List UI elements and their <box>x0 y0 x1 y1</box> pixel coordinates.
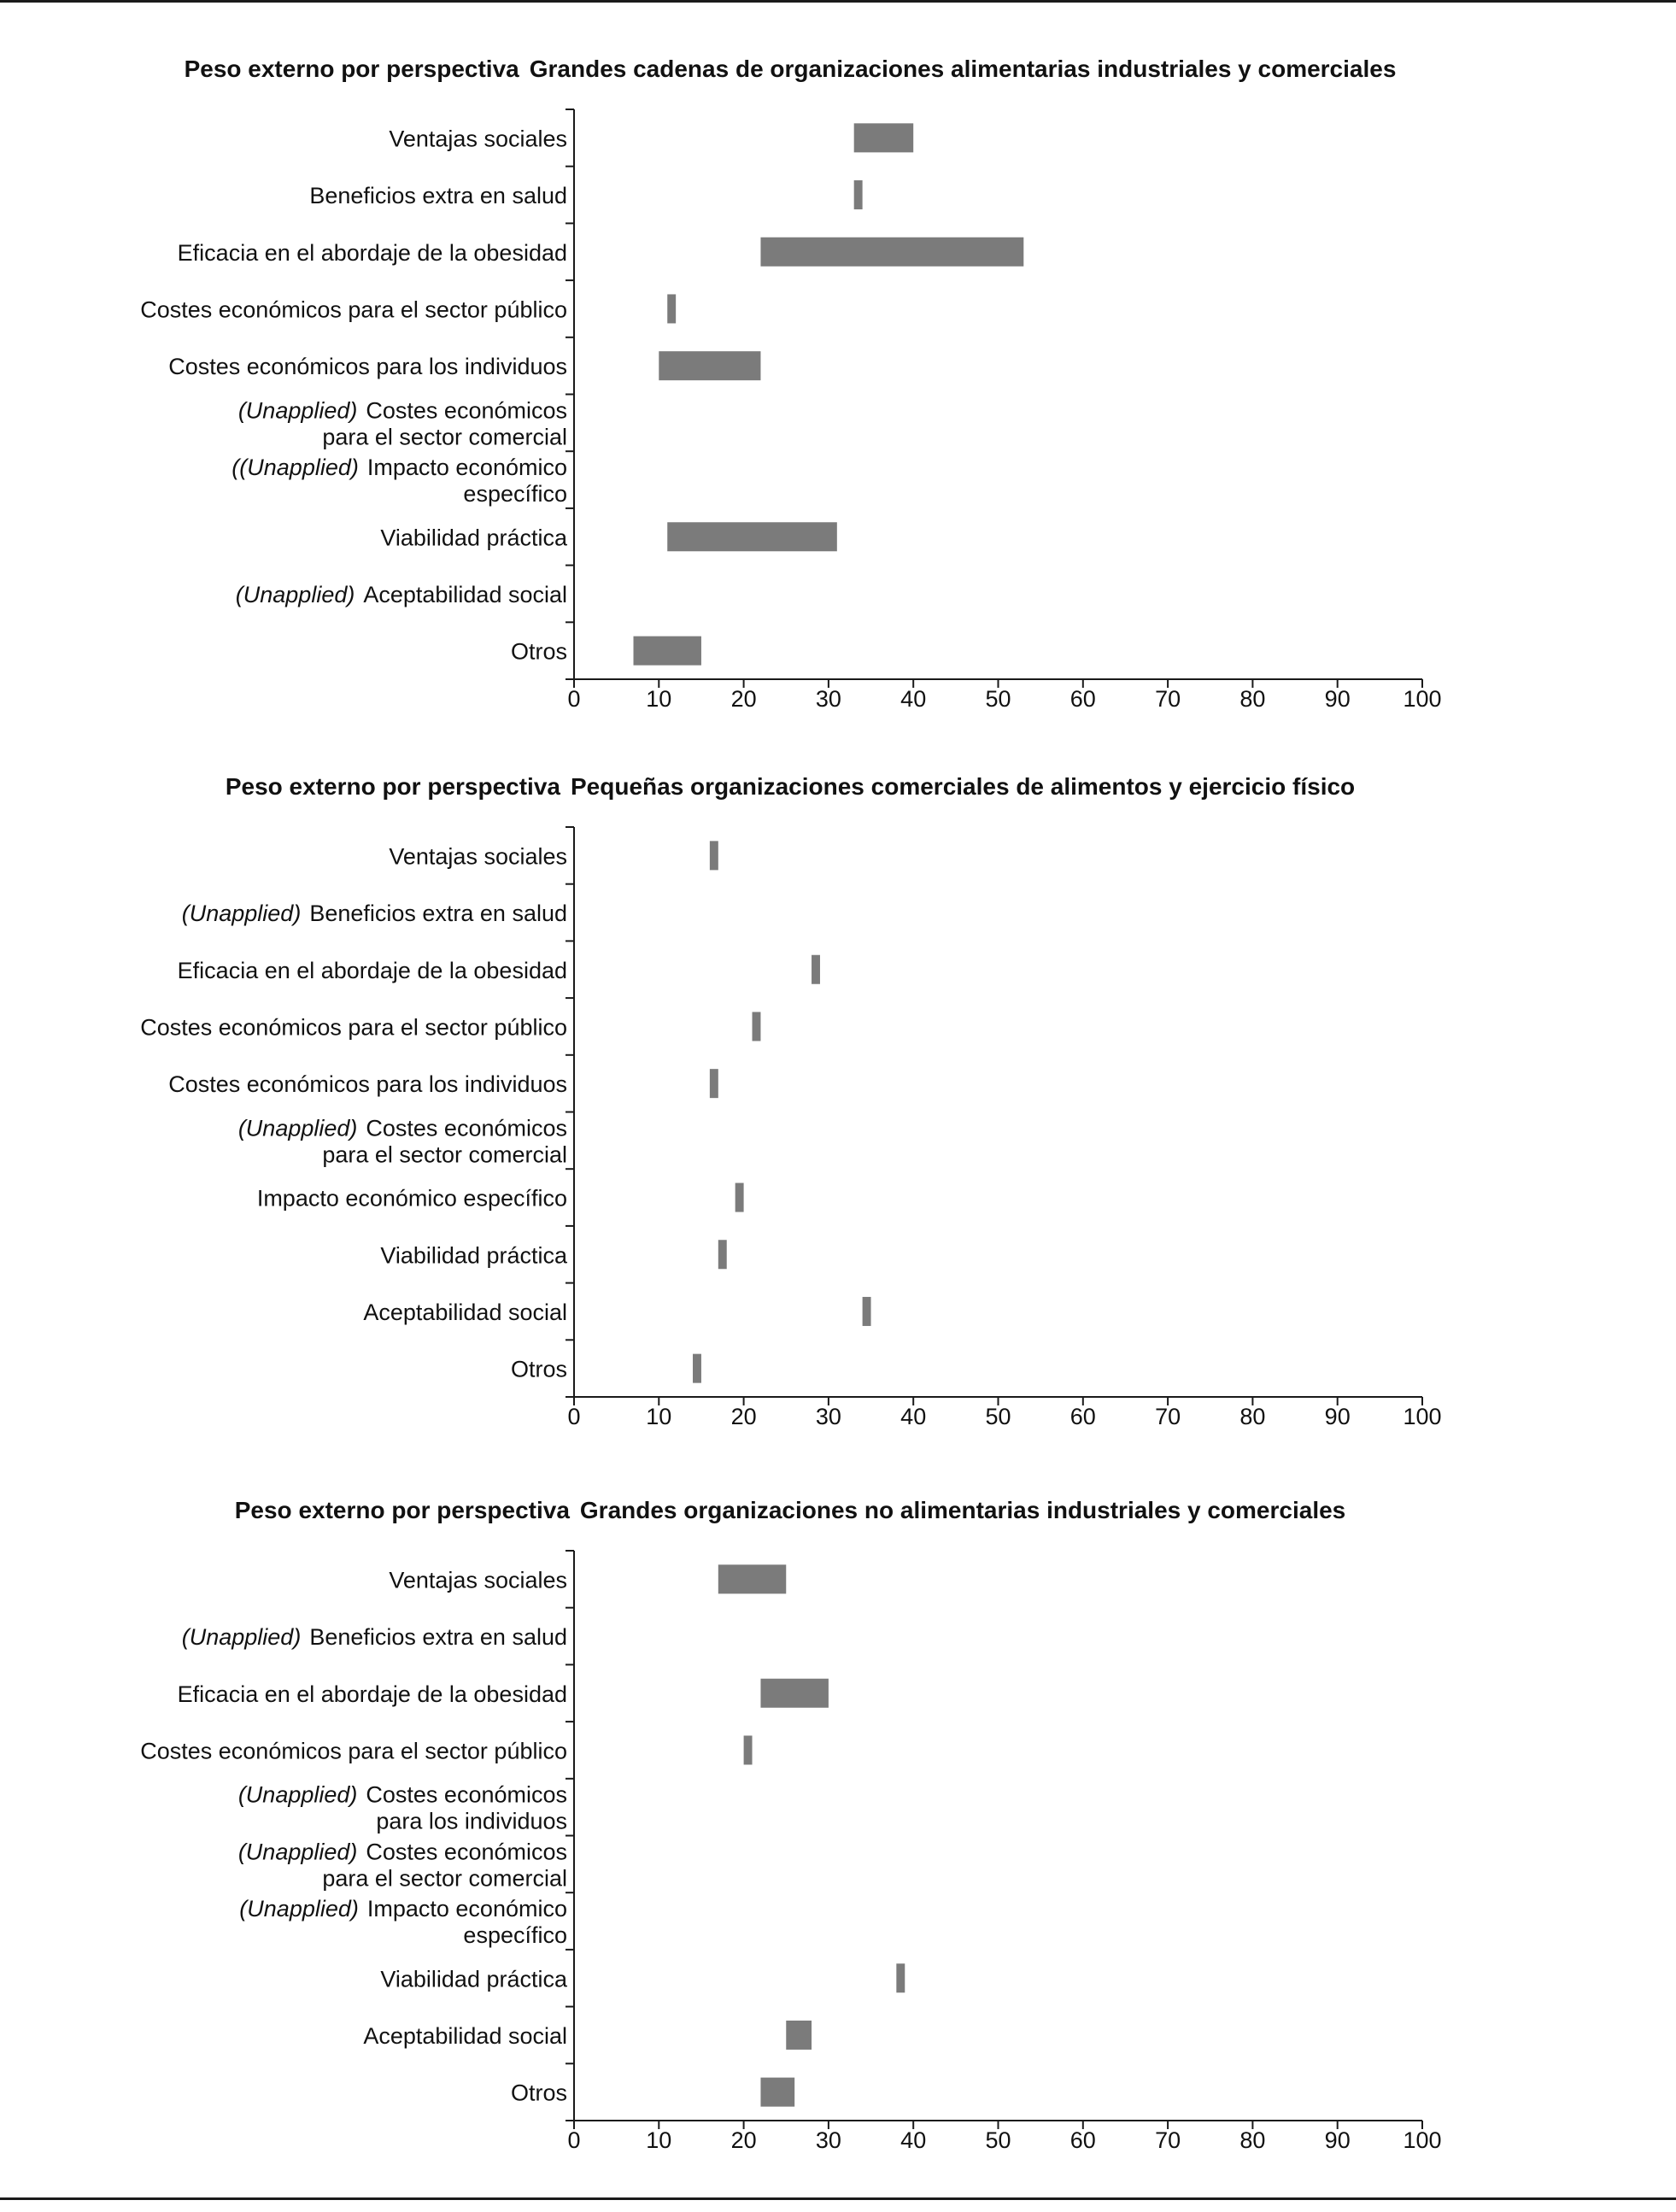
x-tick-label: 100 <box>1403 686 1442 712</box>
chart-title-text: Pequeñas organizaciones comerciales de alimentos y ejercicio físico <box>570 773 1356 800</box>
chart-title <box>185 56 1397 82</box>
category-label-text: Viabilidad práctica <box>380 1242 567 1269</box>
category-label <box>168 354 567 379</box>
category-label-text: Costes económicos <box>366 1839 567 1865</box>
category-label-text: Ventajas sociales <box>389 843 567 870</box>
chart-2 <box>140 773 1441 1429</box>
x-tick-label: 80 <box>1239 2127 1266 2153</box>
x-tick-label: 50 <box>985 2127 1011 2153</box>
category-label <box>239 1896 567 1922</box>
category-label-text: Eficacia en el abordaje de la obesidad <box>177 957 567 983</box>
category-label <box>309 183 567 208</box>
x-tick-label: 50 <box>985 686 1011 712</box>
unapplied-prefix: (Unapplied) <box>237 1115 358 1141</box>
category-label <box>236 582 567 607</box>
x-tick-label: 10 <box>646 1404 672 1429</box>
x-tick-label: 0 <box>567 1404 581 1429</box>
category-label-text: Viabilidad práctica <box>380 1966 567 1992</box>
category-label-text: Aceptabilidad social <box>363 1299 567 1325</box>
category-label-text: específico <box>463 481 567 508</box>
category-label-text: Costes económicos para los individuos <box>168 354 567 380</box>
range-bar <box>710 1069 718 1098</box>
category-label <box>376 1809 567 1834</box>
x-tick-label: 60 <box>1069 686 1096 712</box>
x-tick-label: 20 <box>730 686 757 712</box>
category-label-text: Costes económicos <box>366 1115 567 1141</box>
range-bar <box>667 294 676 323</box>
chart-title-prefix: Peso externo por perspectiva <box>184 56 519 82</box>
category-label <box>322 1141 567 1167</box>
x-tick-label: 60 <box>1069 2127 1096 2153</box>
category-label-text: Otros <box>510 2080 567 2106</box>
range-bar <box>634 637 701 666</box>
category-label <box>380 1966 568 1992</box>
category-label-text: Eficacia en el abordaje de la obesidad <box>177 239 567 266</box>
x-tick-label: 70 <box>1155 686 1181 712</box>
category-label-text: Costes económicos <box>366 1781 567 1808</box>
category-label-text: Costes económicos para los individuos <box>168 1071 567 1098</box>
unapplied-prefix: (Unapplied) <box>181 1624 302 1651</box>
bottom-rule <box>0 2197 1676 2200</box>
chart-title <box>226 773 1355 800</box>
range-bar <box>718 1564 786 1593</box>
category-label <box>238 1115 567 1141</box>
x-tick-label: 30 <box>815 686 841 712</box>
x-tick-label: 40 <box>900 686 927 712</box>
range-bar <box>659 351 760 380</box>
range-bar <box>760 2078 794 2107</box>
x-tick-label: 90 <box>1324 686 1351 712</box>
x-tick-label: 100 <box>1403 2127 1442 2153</box>
category-label <box>363 2023 567 2049</box>
category-label-text: Impacto económico <box>366 1896 567 1922</box>
range-bar <box>693 1354 701 1383</box>
chart-title-prefix: Peso externo por perspectiva <box>234 1497 570 1523</box>
x-tick-label: 70 <box>1155 1404 1181 1429</box>
category-label-text: Aceptabilidad social <box>363 2022 567 2049</box>
category-label <box>140 1738 567 1763</box>
x-tick-label: 80 <box>1239 1404 1266 1429</box>
range-bar <box>735 1183 744 1212</box>
range-bar <box>760 1679 828 1708</box>
category-label-text: Otros <box>510 638 567 665</box>
category-label <box>257 1186 567 1212</box>
category-label-text: para el sector comercial <box>322 1141 567 1168</box>
category-label <box>380 1242 568 1268</box>
category-label <box>511 639 567 665</box>
category-label <box>389 843 567 869</box>
category-label-text: Costes económicos para el sector público <box>140 296 567 323</box>
category-label <box>178 1681 567 1707</box>
unapplied-prefix: (Unapplied) <box>237 397 358 424</box>
x-tick-label: 20 <box>730 2127 757 2153</box>
category-label <box>140 1014 567 1040</box>
chart-title-text: Grandes organizaciones no alimentarias industriales y comerciales <box>579 1497 1346 1523</box>
range-bar <box>812 955 820 984</box>
category-label <box>231 455 567 480</box>
category-label <box>511 1357 567 1382</box>
x-tick-label: 40 <box>900 2127 927 2153</box>
range-bar <box>760 238 1023 267</box>
category-label <box>140 296 567 322</box>
category-label-text: Viabilidad práctica <box>380 525 567 551</box>
category-label <box>322 1865 567 1891</box>
category-label <box>238 397 567 423</box>
unapplied-prefix: (Unapplied) <box>235 581 355 607</box>
chart-title <box>235 1497 1346 1523</box>
x-tick-label: 40 <box>900 1404 927 1429</box>
category-label <box>463 1922 567 1948</box>
chart-1 <box>140 56 1441 712</box>
range-bar <box>710 841 718 870</box>
category-label <box>380 525 568 550</box>
category-label-text: para los individuos <box>376 1808 567 1834</box>
category-label <box>363 1300 567 1325</box>
range-bar <box>854 123 914 152</box>
category-label <box>178 240 567 266</box>
category-label-text: para el sector comercial <box>322 1865 567 1892</box>
unapplied-prefix: (Unapplied) <box>237 1781 358 1808</box>
x-tick-label: 90 <box>1324 1404 1351 1429</box>
category-label-text: Costes económicos para el sector público <box>140 1738 567 1764</box>
category-label-text: Beneficios extra en salud <box>309 1624 567 1651</box>
category-label-text: para el sector comercial <box>322 424 567 450</box>
category-label <box>389 1567 567 1593</box>
x-tick-label: 0 <box>567 686 581 712</box>
unapplied-prefix: ((Unapplied) <box>231 455 359 481</box>
range-bar <box>753 1012 761 1041</box>
x-tick-label: 70 <box>1155 2127 1181 2153</box>
x-tick-label: 30 <box>815 1404 841 1429</box>
category-label <box>322 424 567 449</box>
category-label-text: Ventajas sociales <box>389 1567 567 1593</box>
x-tick-label: 30 <box>815 2127 841 2153</box>
x-tick-label: 90 <box>1324 2127 1351 2153</box>
category-label-text: Costes económicos <box>366 397 567 424</box>
category-label <box>238 1782 567 1808</box>
category-label-text: específico <box>463 1922 567 1949</box>
category-label-text: Impacto económico específico <box>256 1185 567 1212</box>
chart-3 <box>140 1497 1441 2153</box>
x-tick-label: 0 <box>567 2127 581 2153</box>
category-label <box>238 1839 567 1864</box>
category-label <box>182 901 567 926</box>
category-label-text: Beneficios extra en salud <box>309 901 567 927</box>
category-label <box>182 1624 567 1650</box>
x-tick-label: 60 <box>1069 1404 1096 1429</box>
range-bar <box>744 1735 753 1764</box>
x-tick-label: 10 <box>646 686 672 712</box>
range-bar <box>896 1963 905 1992</box>
x-tick-label: 50 <box>985 1404 1011 1429</box>
category-label-text: Costes económicos para el sector público <box>140 1014 567 1041</box>
category-label-text: Beneficios extra en salud <box>309 183 567 209</box>
category-label <box>389 126 567 151</box>
range-bar <box>667 522 837 551</box>
chart-title-prefix: Peso externo por perspectiva <box>225 773 560 800</box>
category-label-text: Ventajas sociales <box>389 126 567 152</box>
category-label-text: Eficacia en el abordaje de la obesidad <box>177 1681 567 1707</box>
category-label <box>168 1071 567 1097</box>
chart-title-text: Grandes cadenas de organizaciones alimentarias industriales y comerciales <box>529 56 1397 82</box>
range-bar <box>854 180 863 209</box>
category-label <box>511 2080 567 2106</box>
unapplied-prefix: (Unapplied) <box>237 1839 358 1865</box>
category-label-text: Aceptabilidad social <box>363 581 567 607</box>
unapplied-prefix: (Unapplied) <box>181 901 302 927</box>
category-label-text: Otros <box>510 1356 567 1382</box>
x-tick-label: 100 <box>1403 1404 1442 1429</box>
category-label <box>463 481 567 507</box>
x-tick-label: 80 <box>1239 686 1266 712</box>
category-label-text: Impacto económico <box>366 455 567 481</box>
category-label <box>178 958 567 983</box>
x-tick-label: 20 <box>730 1404 757 1429</box>
x-tick-label: 10 <box>646 2127 672 2153</box>
unapplied-prefix: (Unapplied) <box>239 1896 359 1922</box>
range-bar <box>718 1240 727 1269</box>
range-bar <box>786 2021 812 2050</box>
range-bar <box>863 1297 871 1326</box>
